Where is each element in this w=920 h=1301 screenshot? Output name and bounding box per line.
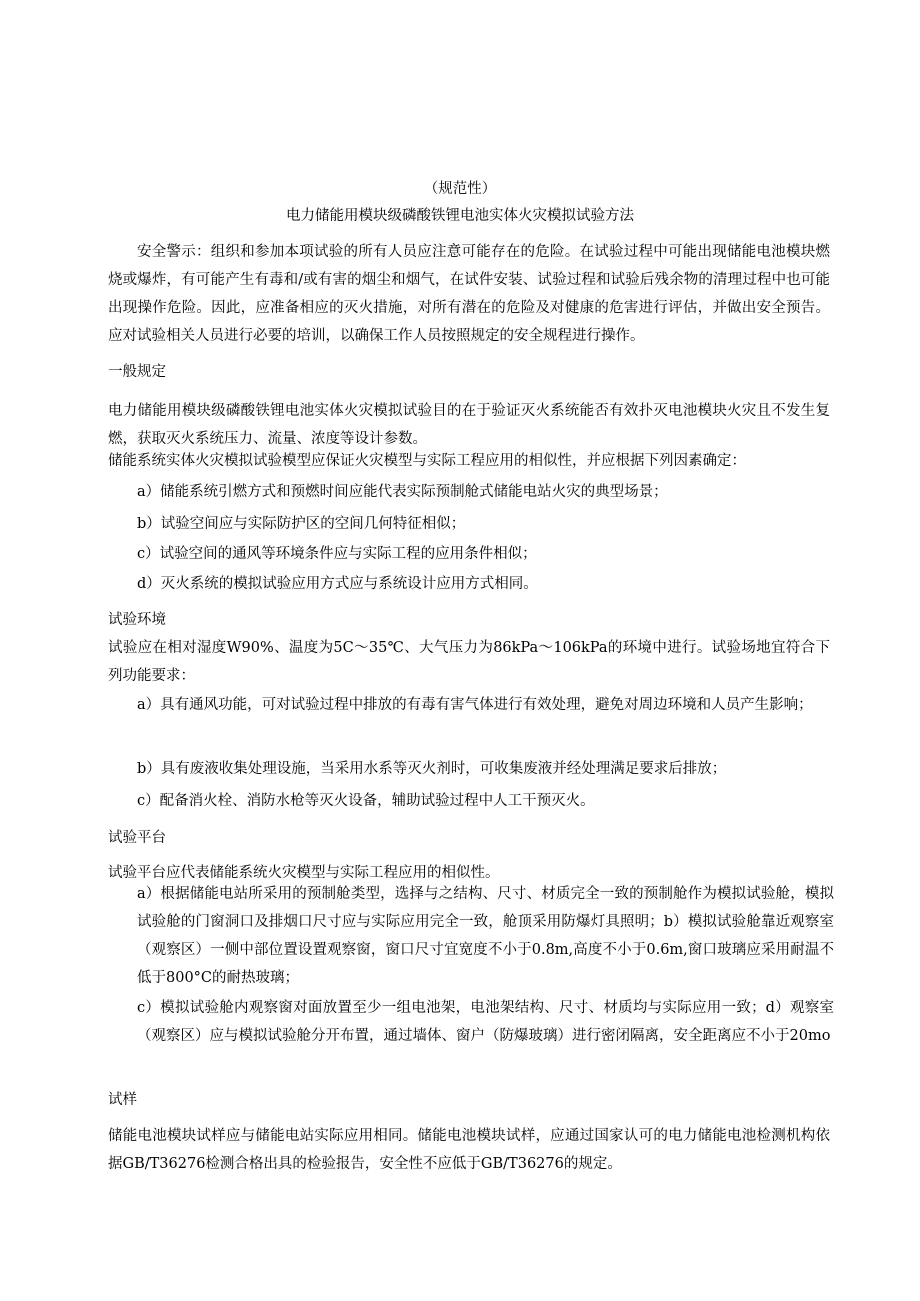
- general-item-b: b）试验空间应与实际防护区的空间几何特征相似；: [137, 516, 466, 532]
- general-item-c: c）试验空间的通风等环境条件应与实际工程的应用条件相似；: [137, 546, 537, 562]
- general-paragraph-2: 储能系统实体火灾模拟试验模型应保证火灾模型与实际工程应用的相似性，并应根据下列因素确定：: [108, 453, 746, 469]
- appendix-type-label: （规范性）: [423, 181, 497, 197]
- general-item-a: a）储能系统引燃方式和预燃时间应能代表实际预制舱式储能电站火灾的典型场景；: [137, 484, 668, 500]
- section-heading-environment: 试验环境: [108, 612, 166, 628]
- sample-paragraph: 储能电池模块试样应与储能电站实际应用相同。储能电池模块试样，应通过国家认可的电力储能电池检测机构依据GB/T36276检测合格出具的检验报告，安全性不应低于GB/T36276的规定。: [108, 1128, 830, 1172]
- environment-item-b: b）具有废液收集处理设施，当采用水系等灭火剂时，可收集废液并经处理满足要求后排放；: [137, 761, 727, 777]
- section-heading-platform: 试验平台: [108, 830, 166, 846]
- safety-warning: 安全警示：组织和参加本项试验的所有人员应注意可能存在的危险。在试验过程中可能出现储能电池模块燃烧或爆炸，有可能产生有毒和/或有害的烟尘和烟气，在试件安装、试验过程和试验后残余物的清理过程中也可能出现操作危险。因此，应准备相应的灭火措施，对所有潜在的危险及对健康的危害进行评估，并做出安全预告。应对试验相关人员进行必要的培训，以确保工作人员按照规定的安全规程进行操作。: [108, 244, 830, 344]
- platform-paragraph: 试验平台应代表储能系统火灾模型与实际工程应用的相似性。: [108, 865, 500, 881]
- section-heading-general: 一般规定: [108, 364, 166, 380]
- document-title: 电力储能用模块级磷酸铁锂电池实体火灾模拟试验方法: [286, 208, 634, 224]
- environment-paragraph: 试验应在相对湿度W90%、温度为5C～35℃、大气压力为86kPa～106kPa的环境中进行。试验场地宜符合下列功能要求：: [108, 640, 830, 684]
- environment-item-c: c）配备消火栓、消防水枪等灭火设备，辅助试验过程中人工干预灭火。: [137, 793, 595, 809]
- environment-item-a: a）具有通风功能，可对试验过程中排放的有毒有害气体进行有效处理，避免对周边环境和人员产生影响；: [137, 697, 813, 713]
- general-paragraph-1: 电力储能用模块级磷酸铁锂电池实体火灾模拟试验目的在于验证灭火系统能否有效扑灭电池模块火灾且不发生复燃，获取灭火系统压力、流量、浓度等设计参数。: [108, 403, 830, 447]
- section-heading-sample: 试样: [108, 1092, 137, 1108]
- platform-item-a-b: a）根据储能电站所采用的预制舱类型，选择与之结构、尺寸、材质完全一致的预制舱作为模拟试验舱，模拟试验舱的门窗洞口及排烟口尺寸应与实际应用完全一致，舱顶采用防爆灯具照明；b）模拟试验舱靠近观察室（观察区）一侧中部位置设置观察窗，窗口尺寸宜宽度不小于0.8m,高度不小于0.6m,窗口玻璃应采用耐温不低于800°C的耐热玻璃；: [137, 886, 834, 986]
- general-item-d: d）灭火系统的模拟试验应用方式应与系统设计应用方式相同。: [137, 576, 538, 592]
- platform-item-c-d: c）模拟试验舱内观察窗对面放置至少一组电池架，电池架结构、尺寸、材质均与实际应用一致；d）观察室（观察区）应与模拟试验舱分开布置，通过墙体、窗户（防爆玻璃）进行密闭隔离，安全距离应不小于20mo: [137, 1000, 834, 1044]
